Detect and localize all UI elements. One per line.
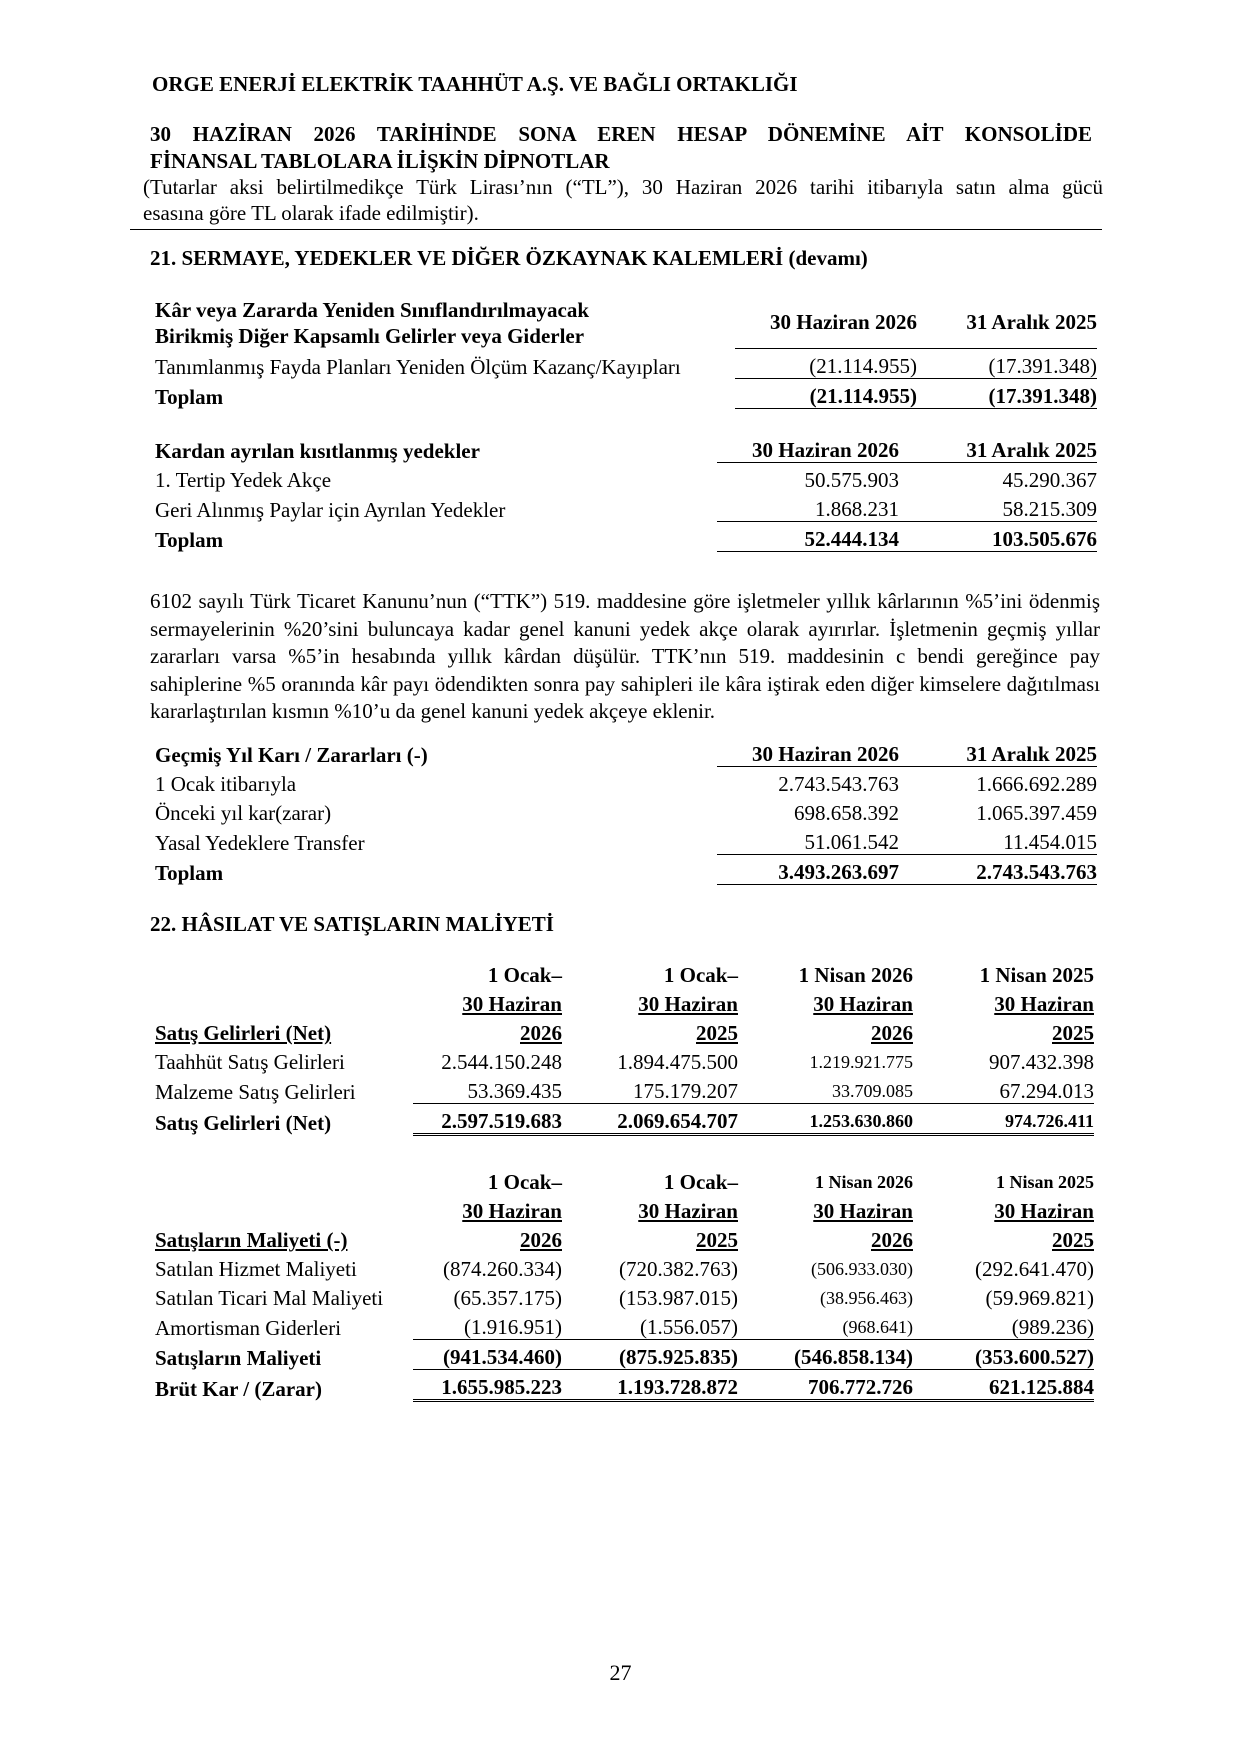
oci-total-v1: (21.114.955) [735, 379, 917, 409]
oci-row-label: Tanımlanmış Fayda Planları Yeniden Ölçüm Kazanç/Kayıpları [155, 354, 681, 379]
reserves-total-v2: 103.505.676 [917, 522, 1097, 552]
legal-reserve-paragraph: 6102 sayılı Türk Ticaret Kanunu’nun (“TTK”) 519. maddesine göre işletmeler yıllık kârlarının %5’ini ödenmiş sermayelerinin %20’sini buluncaya kadar genel kanuni yedek akçe olarak ayırırlar. İşletmenin geçmiş yıllar zararları varsa %5’in hesabında yıllık kârdan düşülür. TTK’nın 519. maddesinin c bendi gereğince pay sahiplerine %5 oranında kâr payı ödendikten sonra pay sahipleri ile kâra iştirak eden diğer kimselere dağıtılması kararlaştırılan kısmın %10’u da genel kanuni yedek akçeye eklenir. [150, 589, 1100, 723]
cost-head: Satışların Maliyeti (-) [155, 1228, 348, 1252]
revenue-col-2-l2: 30 Haziran [638, 992, 738, 1016]
revenue-total-row [155, 1104, 1094, 1135]
revenue-row-1-label: Taahhüt Satış Gelirleri [155, 1050, 345, 1074]
revenue-header-row-2 [155, 987, 1094, 1016]
gross-profit-v1: 1.655.985.223 [413, 1370, 562, 1401]
retained-row-2-label: Önceki yıl kar(zarar) [155, 801, 332, 825]
header-divider [130, 229, 1102, 230]
cost-col-4-l3: 2025 [1052, 1228, 1094, 1252]
cost-row-1-v1: (874.260.334) [443, 1257, 562, 1281]
reserves-table [155, 433, 1097, 552]
table-row [155, 825, 1097, 855]
currency-note-line-1: (Tutarlar aksi belirtilmedikçe Türk Lirası’nın (“TL”), 30 Haziran 2026 tarihi itibarıyla satın alma gücü [143, 175, 1103, 199]
retained-row-1-v2: 1.666.692.289 [917, 767, 1097, 797]
oci-head: Kâr veya Zararda Yeniden Sınıflandırılmayacak Birikmiş Diğer Kapsamlı Gelirler veya Giderler [155, 297, 590, 348]
revenue-row-1-v4: 907.432.398 [989, 1050, 1094, 1074]
revenue-row-2-label: Malzeme Satış Gelirleri [155, 1079, 356, 1104]
retained-total-v2: 2.743.543.763 [917, 855, 1097, 885]
cost-header-row-2 [155, 1194, 1094, 1223]
table-row [155, 1074, 1094, 1104]
cost-col-2-l3: 2025 [696, 1228, 738, 1252]
retained-row-3-label: Yasal Yedeklere Transfer [155, 830, 365, 855]
cost-total-v4: (353.600.527) [913, 1340, 1094, 1370]
reserves-col-1: 30 Haziran 2026 [752, 438, 899, 462]
reserves-row-1-v1: 50.575.903 [717, 463, 917, 493]
company-name: ORGE ENERJİ ELEKTRİK TAAHHÜT A.Ş. VE BAĞLI ORTAKLIĞI [152, 72, 798, 96]
oci-row-v1: (21.114.955) [735, 349, 917, 379]
retained-row-1-label: 1 Ocak itibarıyla [155, 772, 297, 796]
revenue-col-4-l1: 1 Nisan 2025 [979, 963, 1094, 987]
retained-total-v1: 3.493.263.697 [717, 855, 917, 885]
cost-col-1-l1: 1 Ocak– [487, 1170, 562, 1194]
table-row [155, 1252, 1094, 1281]
cost-total-v2: (875.925.835) [562, 1340, 738, 1370]
cost-col-4-l1: 1 Nisan 2025 [995, 1172, 1094, 1192]
cost-col-1-l2: 30 Haziran [462, 1199, 562, 1223]
cost-row-3-v3: (968.641) [738, 1310, 913, 1340]
revenue-row-2-v4: 67.294.013 [913, 1074, 1094, 1104]
retained-row-1-v1: 2.743.543.763 [717, 767, 917, 797]
reserves-row-1-label: 1. Tertip Yedek Akçe [155, 468, 332, 492]
cost-col-2-l1: 1 Ocak– [663, 1170, 738, 1194]
cost-row-1-v2: (720.382.763) [619, 1257, 738, 1281]
report-title-line-2: FİNANSAL TABLOLARA İLİŞKİN DİPNOTLAR [150, 149, 610, 173]
reserves-head: Kardan ayrılan kısıtlanmış yedekler [155, 438, 480, 463]
table-row [155, 1045, 1094, 1074]
cost-col-1-l3: 2026 [520, 1228, 562, 1252]
reserves-row-2-label: Geri Alınmış Paylar için Ayrılan Yedekler [155, 497, 506, 522]
reserves-row-2-v1: 1.868.231 [815, 497, 899, 521]
revenue-col-2-l3: 2025 [696, 1021, 738, 1045]
cost-of-sales-table [155, 1165, 1094, 1402]
revenue-col-3-l1: 1 Nisan 2026 [798, 963, 913, 987]
cost-row-1-label: Satılan Hizmet Maliyeti [155, 1257, 357, 1281]
cost-col-4-l2: 30 Haziran [994, 1199, 1094, 1223]
table-row [155, 492, 1097, 522]
cost-row-2-v3: (38.956.463) [820, 1288, 913, 1308]
revenue-table-grid [155, 958, 1094, 1136]
oci-col-2: 31 Aralık 2025 [966, 310, 1097, 334]
retained-head: Geçmiş Yıl Karı / Zararları (-) [155, 742, 428, 767]
cost-col-3-l3: 2026 [871, 1228, 913, 1252]
cost-row-3-v1: (1.916.951) [413, 1310, 562, 1340]
table-row [155, 796, 1097, 825]
revenue-col-1-l3: 2026 [520, 1021, 562, 1045]
retained-total-row [155, 855, 1097, 885]
section-21-title: 21. SERMAYE, YEDEKLER VE DİĞER ÖZKAYNAK KALEMLERİ (devamı) [150, 246, 868, 270]
revenue-col-1-l1: 1 Ocak– [487, 963, 562, 987]
currency-note-line-2: esasına göre TL olarak ifade edilmiştir). [143, 201, 479, 225]
gross-profit-label: Brüt Kar / (Zarar) [155, 1376, 322, 1401]
revenue-col-3-l3: 2026 [871, 1021, 913, 1045]
gross-profit-v4: 621.125.884 [913, 1370, 1094, 1401]
retained-total-label: Toplam [155, 860, 224, 885]
gross-profit-row [155, 1370, 1094, 1401]
cost-total-row [155, 1340, 1094, 1370]
revenue-row-2-v2: 175.179.207 [562, 1074, 738, 1104]
revenue-row-1-v2: 1.894.475.500 [617, 1050, 738, 1074]
revenue-total-v4: 974.726.411 [913, 1104, 1094, 1135]
cost-row-3-v2: (1.556.057) [562, 1310, 738, 1340]
retained-row-2-v1: 698.658.392 [794, 801, 899, 825]
cost-row-2-label: Satılan Ticari Mal Maliyeti [155, 1286, 384, 1310]
oci-col-1: 30 Haziran 2026 [770, 310, 917, 334]
revenue-total-label: Satış Gelirleri (Net) [155, 1110, 332, 1135]
revenue-col-1-l2: 30 Haziran [462, 992, 562, 1016]
cost-row-2-v2: (153.987.015) [619, 1286, 738, 1310]
retained-row-2-v2: 1.065.397.459 [976, 801, 1097, 825]
retained-header-row [155, 737, 1097, 767]
gross-profit-v3: 706.772.726 [738, 1370, 913, 1401]
revenue-head: Satış Gelirleri (Net) [155, 1021, 332, 1045]
oci-table [155, 296, 1097, 409]
oci-total-label: Toplam [155, 384, 224, 409]
revenue-col-3-l2: 30 Haziran [813, 992, 913, 1016]
revenue-header-row-3 [155, 1016, 1094, 1045]
revenue-row-1-v1: 2.544.150.248 [441, 1050, 562, 1074]
table-row [155, 1310, 1094, 1340]
cost-total-v3: (546.858.134) [738, 1340, 913, 1370]
cost-col-3-l1: 1 Nisan 2026 [814, 1172, 913, 1192]
table-row [155, 463, 1097, 493]
retained-col-1: 30 Haziran 2026 [752, 742, 899, 766]
cost-row-2-v1: (65.357.175) [453, 1286, 562, 1310]
page-number: 27 [609, 1660, 632, 1685]
reserves-col-2: 31 Aralık 2025 [966, 438, 1097, 462]
revenue-total-v3: 1.253.630.860 [738, 1104, 913, 1135]
reserves-row-1-v2: 45.290.367 [917, 463, 1097, 493]
reserves-total-label: Toplam [155, 527, 224, 552]
cost-row-1-v4: (292.641.470) [975, 1257, 1094, 1281]
revenue-col-2-l1: 1 Ocak– [663, 963, 738, 987]
reserves-header-row [155, 433, 1097, 463]
cost-total-label: Satışların Maliyeti [155, 1345, 322, 1370]
revenue-col-4-l2: 30 Haziran [994, 992, 1094, 1016]
retained-col-2: 31 Aralık 2025 [966, 742, 1097, 766]
reserves-total-row [155, 522, 1097, 552]
oci-header-row [155, 296, 1097, 349]
cost-header-row-3 [155, 1223, 1094, 1252]
cost-header-row-1 [155, 1165, 1094, 1194]
retained-row-3-v1: 51.061.542 [804, 830, 899, 854]
section-22-title: 22. HÂSILAT VE SATIŞLARIN MALİYETİ [150, 912, 554, 936]
revenue-row-2-v3: 33.709.085 [738, 1074, 913, 1104]
retained-earnings-table [155, 737, 1097, 885]
reserves-total-v1: 52.444.134 [717, 522, 917, 552]
revenue-row-1-v3: 1.219.921.775 [809, 1052, 913, 1072]
gross-profit-v2: 1.193.728.872 [562, 1370, 738, 1401]
cost-row-2-v4: (59.969.821) [985, 1286, 1094, 1310]
table-row [155, 349, 1097, 379]
oci-total-v2: (17.391.348) [917, 379, 1097, 409]
cost-row-3-v4: (989.236) [913, 1310, 1094, 1340]
oci-row-v2: (17.391.348) [917, 349, 1097, 379]
cost-row-1-v3: (506.933.030) [811, 1259, 913, 1279]
retained-row-3-v2: 11.454.015 [1003, 830, 1097, 854]
revenue-col-4-l3: 2025 [1052, 1021, 1094, 1045]
revenue-total-v1: 2.597.519.683 [413, 1104, 562, 1135]
oci-total-row [155, 379, 1097, 409]
cost-col-2-l2: 30 Haziran [638, 1199, 738, 1223]
cost-row-3-label: Amortisman Giderleri [155, 1315, 342, 1340]
report-title-line-1: 30 HAZİRAN 2026 TARİHİNDE SONA EREN HESAP DÖNEMİNE AİT KONSOLİDE [150, 122, 1092, 146]
cost-col-3-l2: 30 Haziran [813, 1199, 913, 1223]
table-row [155, 1281, 1094, 1310]
revenue-total-v2: 2.069.654.707 [562, 1104, 738, 1135]
cost-total-v1: (941.534.460) [413, 1340, 562, 1370]
reserves-row-2-v2: 58.215.309 [1002, 497, 1097, 521]
revenue-row-2-v1: 53.369.435 [413, 1074, 562, 1104]
table-row [155, 767, 1097, 797]
revenue-header-row-1 [155, 958, 1094, 987]
